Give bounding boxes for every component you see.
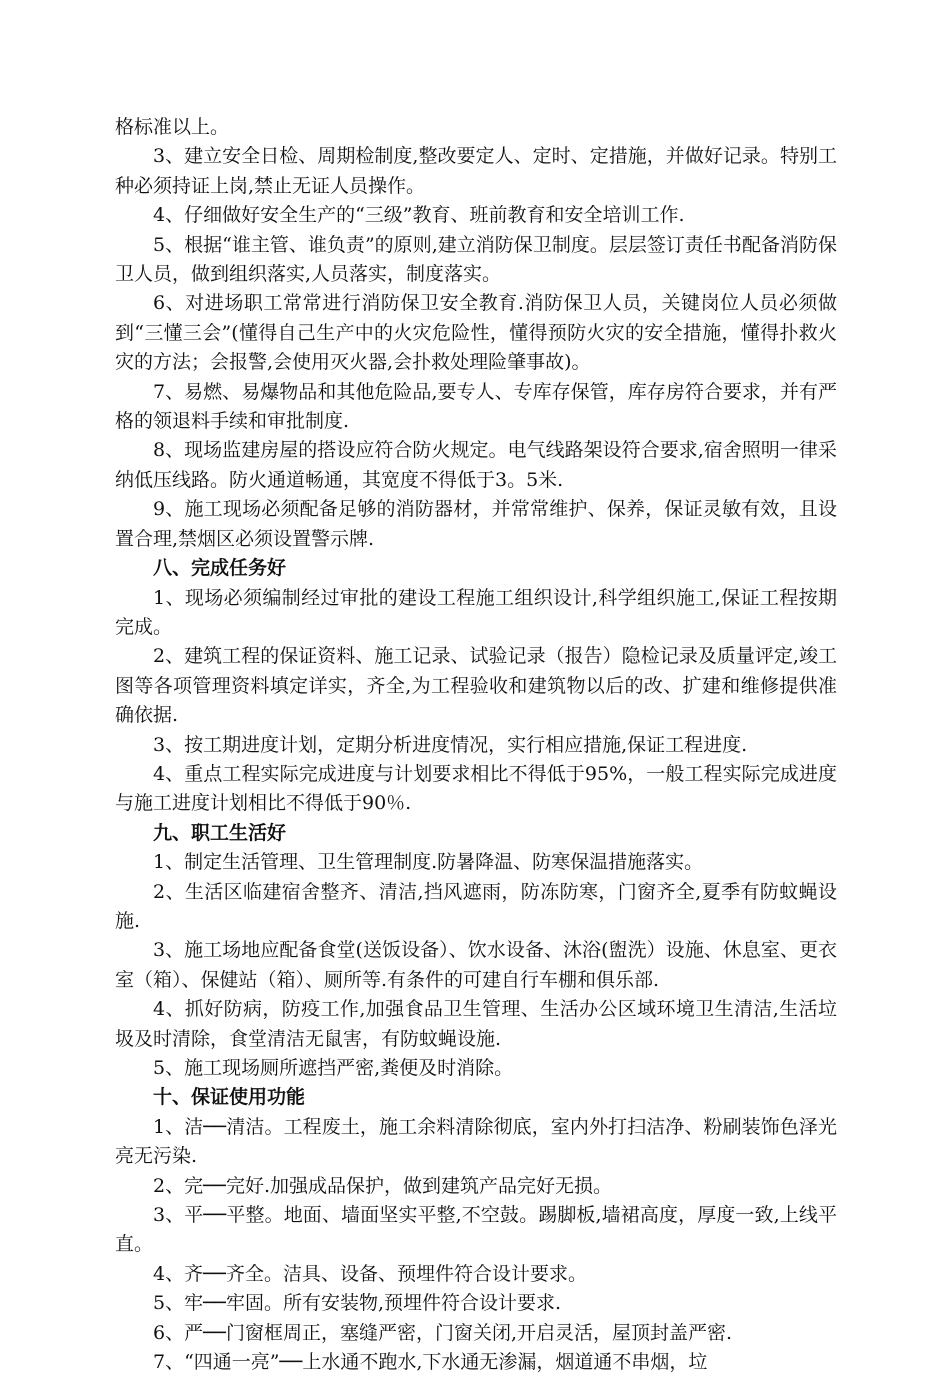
body-paragraph: 7、易燃、易爆物品和其他危险品,要专人、专库存保管，库存房符合要求，并有严格的领退料手续和审批制度. <box>115 380 837 433</box>
section-heading: 八、完成任务好 <box>153 557 287 580</box>
body-paragraph: 4、仔细做好安全生产的“三级”教育、班前教育和安全培训工作. <box>153 204 685 227</box>
body-paragraph: 9、施工现场必须配备足够的消防器材，并常常维护、保养，保证灵敏有效，且设置合理,禁烟区必须设置警示牌. <box>115 498 837 550</box>
body-paragraph: 3、施工场地应配备食堂(送饭设备）、饮水设备、沐浴(盥洗）设施、休息室、更衣室（箱）、保健站（箱）、厕所等.有条件的可建自行车棚和俱乐部. <box>115 939 837 991</box>
body-paragraph: 2、生活区临建宿舍整齐、清洁,挡风遮雨，防冻防寒，门窗齐全,夏季有防蚊蝇设施. <box>115 880 837 932</box>
body-paragraph: 1、现场必须编制经过审批的建设工程施工组织设计,科学组织施工,保证工程按期完成。 <box>115 586 837 638</box>
section-heading: 九、职工生活好 <box>153 821 287 844</box>
body-paragraph: 1、制定生活管理、卫生管理制度.防暑降温、防寒保温措施落实。 <box>153 851 704 874</box>
body-paragraph: 5、根据“谁主管、谁负责”的原则,建立消防保卫制度。层层签订责任书配备消防保卫人员，做到组织落实,人员落实，制度落实。 <box>115 233 837 286</box>
section-heading: 十、保证使用功能 <box>153 1086 306 1109</box>
body-paragraph: 4、齐──齐全。洁具、设备、预埋件符合设计要求。 <box>153 1262 587 1285</box>
body-paragraph: 1、洁──清洁。工程废土，施工余料清除彻底，室内外打扫洁净、粉刷装饰色泽光亮无污染. <box>115 1115 837 1168</box>
body-paragraph: 3、按工期进度计划，定期分析进度情况，实行相应措施,保证工程进度. <box>153 733 748 756</box>
body-paragraph: 7、“四通一亮”──上水通不跑水,下水通无渗漏，烟道通不串烟，垃 <box>153 1351 708 1374</box>
body-paragraph: 4、抓好防病，防疫工作,加强食品卫生管理、生活办公区域环境卫生清洁,生活垃圾及时清除，食堂清洁无鼠害，有防蚊蝇设施. <box>115 998 837 1050</box>
body-paragraph: 3、建立安全日检、周期检制度,整改要定人、定时、定措施，并做好记录。特别工种必须持证上岗,禁止无证人员操作。 <box>115 145 837 197</box>
body-paragraph: 2、建筑工程的保证资料、施工记录、试验记录（报告）隐检记录及质量评定,竣工图等各项管理资料填定详实，齐全,为工程验收和建筑物以后的改、扩建和维修提供准确依据. <box>115 645 837 727</box>
document-page <box>115 113 837 1377</box>
body-paragraph: 4、重点工程实际完成进度与计划要求相比不得低于95%，一般工程实际完成进度与施工进度计划相比不得低于90％. <box>115 762 837 815</box>
body-paragraph: 8、现场监建房屋的搭设应符合防火规定。电气线路架设符合要求,宿舍照明一律采纳低压线路。防火通道畅通，其宽度不得低于3。5米. <box>115 439 837 491</box>
body-paragraph: 格标准以上。 <box>115 116 230 138</box>
body-paragraph: 3、平──平整。地面、墙面坚实平整,不空鼓。踢脚板,墙裙高度，厚度一致,上线平直。 <box>115 1204 837 1256</box>
body-paragraph: 5、施工现场厕所遮挡严密,粪便及时消除。 <box>153 1057 514 1079</box>
body-paragraph: 6、对进场职工常常进行消防保卫安全教育.消防保卫人员，关键岗位人员必须做到“三懂三会”(懂得自己生产中的火灾危险性，懂得预防火灾的安全措施，懂得扑救火灾的方法；会报警,会使用灭火器,会扑救处理险肇事故)。 <box>115 292 837 374</box>
body-paragraph: 6、严──门窗框周正，塞缝严密，门窗关闭,开启灵活，屋顶封盖严密. <box>153 1321 733 1344</box>
body-paragraph: 5、牢──牢固。所有安装物,预埋件符合设计要求. <box>153 1292 562 1315</box>
body-paragraph: 2、完──完好.加强成品保护，做到建筑产品完好无损。 <box>153 1174 613 1197</box>
